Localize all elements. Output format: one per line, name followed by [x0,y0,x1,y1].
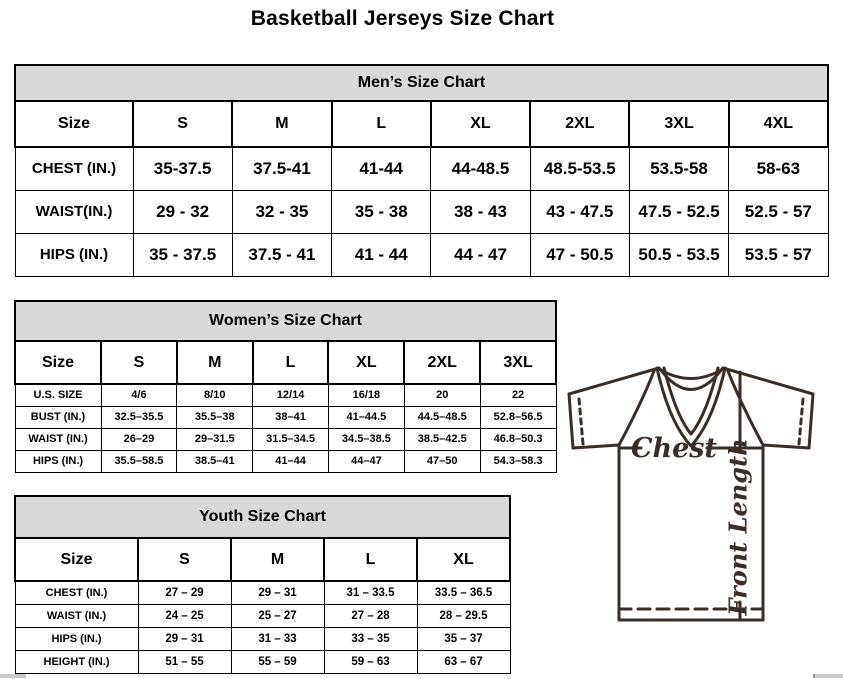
table-row [15,384,556,406]
jersey-left-cuff-dashed-line [579,399,583,444]
size-option-header: 2XL [404,341,480,384]
table-title: Women’s Size Chart [15,301,556,341]
size-value-cell: 35 – 37 [417,627,510,650]
size-value-cell: 35-37.5 [133,147,232,190]
jersey-outline-drawing [556,360,828,660]
size-value-cell: 12/14 [253,384,329,406]
row-label: HIPS (IN.) [15,627,138,650]
size-option-header: 3XL [480,341,556,384]
table-row [15,147,828,190]
size-value-cell: 52.5 - 57 [729,190,828,233]
size-value-cell: 29 – 31 [138,627,231,650]
size-value-cell: 58-63 [729,147,828,190]
size-value-cell: 32 - 35 [232,190,331,233]
mens-size-table [14,64,829,277]
size-value-cell: 44–47 [328,450,404,472]
size-value-cell: 38–41 [253,406,329,428]
size-value-cell: 38 - 43 [431,190,530,233]
size-value-cell: 59 – 63 [324,650,417,673]
size-value-cell: 44 - 47 [431,233,530,276]
size-column-header: Size [15,538,138,581]
table-row [15,190,828,233]
size-value-cell: 47–50 [404,450,480,472]
size-value-cell: 41-44 [332,147,431,190]
row-label: WAIST (IN.) [15,604,138,627]
jersey-right-sleeve-seam [728,371,763,445]
size-value-cell: 48.5-53.5 [530,147,629,190]
size-value-cell: 41 - 44 [332,233,431,276]
size-column-header: Size [15,341,101,384]
size-value-cell: 38.5–42.5 [404,428,480,450]
page-title: Basketball Jerseys Size Chart [250,7,555,30]
jersey-right-cuff-dashed-line [799,399,803,444]
row-label: U.S. SIZE [15,384,101,406]
table-title: Youth Size Chart [15,496,510,538]
row-label: HIPS (IN.) [15,450,101,472]
womens-size-table [14,300,557,473]
size-option-header: 4XL [729,101,828,147]
size-value-cell: 54.3–58.3 [480,450,556,472]
size-value-cell: 46.8–50.3 [480,428,556,450]
size-option-header: XL [417,538,510,581]
size-option-header: S [138,538,231,581]
size-value-cell: 41–44 [253,450,329,472]
size-value-cell: 63 – 67 [417,650,510,673]
size-option-header: M [177,341,253,384]
size-value-cell: 31 – 33.5 [324,581,417,604]
size-option-header: 3XL [629,101,728,147]
row-label: HIPS (IN.) [15,233,133,276]
size-value-cell: 27 – 29 [138,581,231,604]
size-value-cell: 53.5-58 [629,147,728,190]
size-value-cell: 16/18 [328,384,404,406]
size-value-cell: 51 – 55 [138,650,231,673]
jersey-left-sleeve [569,394,619,448]
table-row [15,406,556,428]
size-column-header: Size [15,101,133,147]
chest-label: Chest [631,433,717,464]
size-option-header: S [101,341,177,384]
size-option-header: S [133,101,232,147]
size-value-cell: 29 - 32 [133,190,232,233]
size-value-cell: 41–44.5 [328,406,404,428]
row-label: CHEST (IN.) [15,147,133,190]
size-option-header: L [324,538,417,581]
size-value-cell: 4/6 [101,384,177,406]
size-value-cell: 31 – 33 [231,627,324,650]
size-value-cell: 47.5 - 52.5 [629,190,728,233]
size-value-cell: 35 - 38 [332,190,431,233]
row-label: CHEST (IN.) [15,581,138,604]
size-value-cell: 22 [480,384,556,406]
size-value-cell: 31.5–34.5 [253,428,329,450]
size-option-header: L [332,101,431,147]
size-value-cell: 29 – 31 [231,581,324,604]
size-value-cell: 37.5-41 [232,147,331,190]
row-label: BUST (IN.) [15,406,101,428]
horizontal-scrollbar-fragment-left[interactable] [0,674,26,678]
size-option-header: M [231,538,324,581]
jersey-measurement-diagram [556,360,828,660]
size-value-cell: 8/10 [177,384,253,406]
size-value-cell: 35 - 37.5 [133,233,232,276]
table-title: Men’s Size Chart [15,65,828,101]
size-value-cell: 27 – 28 [324,604,417,627]
size-value-cell: 29–31.5 [177,428,253,450]
table-row [15,650,510,673]
size-value-cell: 47 - 50.5 [530,233,629,276]
size-value-cell: 33.5 – 36.5 [417,581,510,604]
size-value-cell: 32.5–35.5 [101,406,177,428]
size-value-cell: 53.5 - 57 [729,233,828,276]
size-value-cell: 44.5–48.5 [404,406,480,428]
size-option-header: XL [431,101,530,147]
size-option-header: L [253,341,329,384]
size-value-cell: 38.5–41 [177,450,253,472]
size-value-cell: 28 – 29.5 [417,604,510,627]
size-value-cell: 52.8–56.5 [480,406,556,428]
size-value-cell: 37.5 - 41 [232,233,331,276]
table-row [15,428,556,450]
front-length-label: Front Length [723,438,753,616]
row-label: HEIGHT (IN.) [15,650,138,673]
size-value-cell: 43 - 47.5 [530,190,629,233]
table-row [15,627,510,650]
table-row [15,233,828,276]
jersey-right-sleeve [763,394,813,448]
table-row [15,450,556,472]
size-value-cell: 55 – 59 [231,650,324,673]
size-value-cell: 20 [404,384,480,406]
youth-size-table [14,495,511,674]
size-value-cell: 35.5–58.5 [101,450,177,472]
row-label: WAIST(IN.) [15,190,133,233]
size-value-cell: 35.5–38 [177,406,253,428]
horizontal-scrollbar-fragment-right[interactable] [813,674,843,678]
size-value-cell: 34.5–38.5 [328,428,404,450]
size-value-cell: 44-48.5 [431,147,530,190]
size-value-cell: 50.5 - 53.5 [629,233,728,276]
size-value-cell: 25 – 27 [231,604,324,627]
size-option-header: 2XL [530,101,629,147]
table-row [15,604,510,627]
row-label: WAIST (IN.) [15,428,101,450]
size-option-header: XL [328,341,404,384]
size-value-cell: 33 – 35 [324,627,417,650]
table-row [15,581,510,604]
size-value-cell: 24 – 25 [138,604,231,627]
size-option-header: M [232,101,331,147]
size-value-cell: 26–29 [101,428,177,450]
